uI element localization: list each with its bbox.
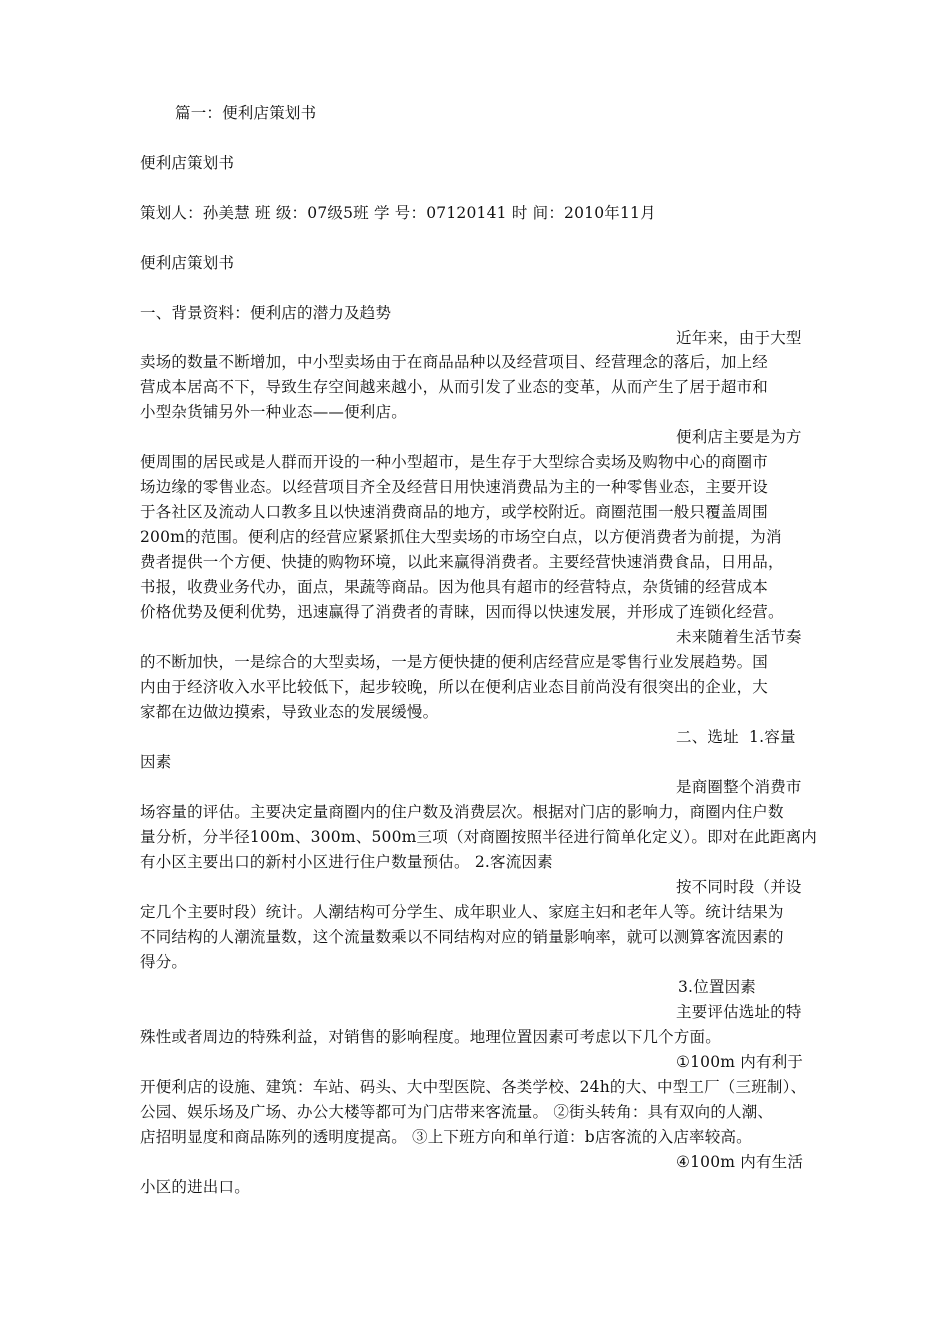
section-2-heading: 二、选址 1.容量	[676, 728, 796, 746]
paragraph-2-line: 书报，收费业务代办，面点，果蔬等商品。因为他具有超市的经营特点，杂货铺的经营成本	[140, 578, 769, 596]
paragraph-4-line: 是商圈整个消费市	[676, 778, 802, 796]
section-2-heading-cont: 因素	[140, 753, 172, 771]
paragraph-5-line: 定几个主要时段）统计。人潮结构可分学生、成年职业人、家庭主妇和老年人等。统计结果为	[140, 903, 784, 921]
paragraph-6-line: 主要评估选址的特	[676, 1003, 802, 1021]
document-title: 便利店策划书	[140, 154, 235, 172]
paragraph-5-line: 不同结构的人潮流量数，这个流量数乘以不同结构对应的销量影响率，就可以测算客流因素的	[140, 928, 784, 946]
author-info-line: 策划人：孙美慧 班 级：07级5班 学 号：07120141 时 间：2010年11月	[140, 204, 656, 222]
paragraph-7-line: 开便利店的设施、建筑：车站、码头、大中型医院、各类学校、24h的大、中型工厂（三班制）、	[140, 1078, 807, 1096]
paragraph-2-line: 场边缘的零售业态。以经营项目齐全及经营日用快速消费品为主的一种零售业态，主要开设	[140, 478, 769, 496]
paragraph-8-line: 小区的进出口。	[140, 1178, 250, 1196]
location-factor-heading: 3.位置因素	[678, 978, 756, 996]
paragraph-2-line: 便利店主要是为方	[676, 428, 802, 446]
paragraph-4-line: 量分析，分半径100m、300m、500m三项（对商圈按照半径进行简单化定义）。即对在此距离内	[140, 828, 817, 846]
paragraph-3-line: 家都在边做边摸索，导致业态的发展缓慢。	[140, 703, 439, 721]
paragraph-6-line: 殊性或者周边的特殊利益，对销售的影响程度。地理位置因素可考虑以下几个方面。	[140, 1028, 721, 1046]
paragraph-1-line: 卖场的数量不断增加，中小型卖场由于在商品品种以及经营项目、经营理念的落后，加上经	[140, 353, 769, 371]
chapter-heading: 篇一：便利店策划书	[175, 104, 317, 122]
paragraph-2-line: 200m的范围。便利店的经营应紧紧抓住大型卖场的市场空白点，以方便消费者为前提，为消	[140, 528, 782, 546]
paragraph-7-line: 公园、娱乐场及广场、办公大楼等都可为门店带来客流量。 ②街头转角：具有双向的人潮、	[140, 1103, 774, 1121]
paragraph-1-line: 小型杂货铺另外一种业态——便利店。	[140, 403, 407, 421]
paragraph-3-line: 未来随着生活节奏	[676, 628, 802, 646]
paragraph-3-line: 的不断加快，一是综合的大型卖场，一是方便快捷的便利店经营应是零售行业发展趋势。国	[140, 653, 769, 671]
document-subtitle: 便利店策划书	[140, 254, 235, 272]
paragraph-5-line: 按不同时段（并设	[676, 878, 802, 896]
paragraph-1-line: 营成本居高不下，导致生存空间越来越小，从而引发了业态的变革，从而产生了居于超市和	[140, 378, 769, 396]
paragraph-4-line: 有小区主要出口的新村小区进行住户数量预估。 2.客流因素	[140, 853, 553, 871]
paragraph-2-line: 费者提供一个方便、快捷的购物环境，以此来赢得消费者。主要经营快速消费食品，日用品，	[140, 553, 784, 571]
paragraph-2-line: 于各社区及流动人口教多且以快速消费商品的地方，或学校附近。商圈范围一般只覆盖周围	[140, 503, 769, 521]
paragraph-3-line: 内由于经济收入水平比较低下，起步较晚，所以在便利店业态目前尚没有很突出的企业，大	[140, 678, 769, 696]
paragraph-7-line: ①100m 内有利于	[676, 1053, 804, 1071]
section-1-heading: 一、背景资料：便利店的潜力及趋势	[140, 304, 392, 322]
paragraph-2-line: 便周围的居民或是人群而开设的一种小型超市，是生存于大型综合卖场及购物中心的商圈市	[140, 453, 769, 471]
paragraph-7-line: 店招明显度和商品陈列的透明度提高。 ③上下班方向和单行道：b店客流的入店率较高。	[140, 1128, 752, 1146]
paragraph-8-line: ④100m 内有生活	[676, 1153, 804, 1171]
paragraph-4-line: 场容量的评估。主要决定量商圈内的住户数及消费层次。根据对门店的影响力，商圈内住户数	[140, 803, 784, 821]
paragraph-1-line: 近年来，由于大型	[676, 329, 802, 347]
paragraph-2-line: 价格优势及便利优势，迅速赢得了消费者的青睐，因而得以快速发展，并形成了连锁化经营。	[140, 603, 784, 621]
paragraph-5-line: 得分。	[140, 953, 188, 971]
